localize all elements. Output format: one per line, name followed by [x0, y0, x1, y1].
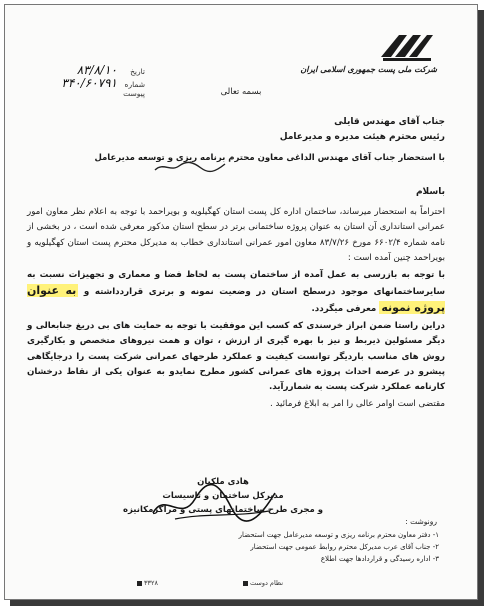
addressee [35, 115, 445, 145]
addressee-name: جناب آقای مهندس قایلی [334, 117, 445, 127]
attachment-label: پیوست [123, 89, 145, 98]
signer-title-2: و مجری طرح ساختمانهای پستی و مراکزمکانیزه [123, 505, 323, 515]
body-paragraph-2: دراین راستا ضمن ابراز خرسندی که کسب این موفقیت با توجه به حمایت های بی دریغ جنابعالی و دیگر مسئولین ذیربط و نیز با بهره گیری از ارزش ، توان و همت نیروهای متخصص و بکارگیری روش های مناسب باردیگر توانست کیفیت و عملکرد طرحهای عمرانی شرکت پست را درجایگاهی پیشرو در عرصه احداث پروژه های عمرانی کشور مطرح نمایدو به عنوان یکی از نقاط درخشان کارنامه عملکرد شرکت پست به شماررآید. [27, 320, 445, 393]
quoted-paragraph [27, 268, 445, 318]
body-paragraph-1: احتراماً به استحضار میرساند، ساختمان اداره کل پست استان کهگیلویه و بویراحمد با توجه به اعلام نظر معاون امور عمرانی استانداری آن استان به عنوان پروژه ساختمانی برتر در سطح استان مذکور معرفی شده است ، در بخشی از نامه شماره ۶۶۰۲/۴ مورخ ۸۳/۷/۲۶ معاون امور عمرانی استانداری خطاب به مدیرکل محترم پست استان کهگیلویه و بویراحمد چنین آمده است : [27, 207, 446, 264]
company-name: شرکت ملی پست جمهوری اسلامی ایران [300, 65, 437, 74]
signer-title-1: مدیرکل ساختمان و تاسیسات [162, 491, 284, 501]
signer-name: هادی ملکیان [197, 477, 249, 487]
quote-end: معرفی میگردد. [311, 304, 377, 315]
letter-page [5, 5, 477, 599]
cc-title: رونوشت : [405, 517, 437, 526]
cc-item: ۳- اداره رسیدگی و قراردادها جهت اطلاع [320, 555, 439, 563]
footer-code: ۳۳۲۸ [135, 579, 158, 587]
number-value: ۳۴۰/۶۰۷۹۱ [61, 76, 117, 90]
bismillah: بسمه تعالی [220, 87, 262, 97]
date-row [35, 63, 145, 76]
document-frame [4, 4, 478, 600]
date-value: ۸۳/۸/۱۰ [76, 63, 117, 77]
cc-item: ۱- دفتر معاون محترم برنامه ریزی و توسعه مدیرعامل جهت استحضار [238, 531, 439, 539]
highlighted-phrase: به عنوان پروژه نمونه [27, 284, 445, 315]
bullet-square-icon [137, 581, 142, 586]
cc-item: ۲- جناب آقای عرب مدیرکل محترم روابط عمومی جهت استحضار [250, 543, 439, 551]
signer-block [123, 475, 323, 517]
post-wing-logo-icon [377, 29, 437, 63]
footer [5, 577, 477, 591]
bullet-square-icon [243, 581, 248, 586]
footer-typist: نظام دوست [241, 579, 283, 587]
handwritten-mark-icon [153, 160, 227, 174]
letter-body [27, 205, 445, 413]
attention-line: با استحضار جناب آقای مهندس الداغی معاون محترم برنامه ریزی و توسعه مدیرعامل [94, 153, 445, 163]
number-label: شماره [124, 80, 145, 89]
date-label: تاریخ [130, 67, 145, 76]
greeting: باسلام [415, 187, 445, 197]
body-paragraph-3: مقتضی است اوامر عالی را امر به ابلاغ فرمائید . [269, 398, 445, 409]
quote-text: با توجه به بازرسی به عمل آمده از ساختمان پست به لحاظ فضا و معماری و تجهیزات نسبت به سایرساختمانهای موجود درسطح استان در وضعیت نمونه و برتری قراردداشته و [27, 269, 445, 298]
cc-list [129, 529, 439, 565]
company-logo [300, 29, 437, 77]
addressee-title: رئیس محترم هیئت مدیره و مدیرعامل [279, 132, 445, 142]
